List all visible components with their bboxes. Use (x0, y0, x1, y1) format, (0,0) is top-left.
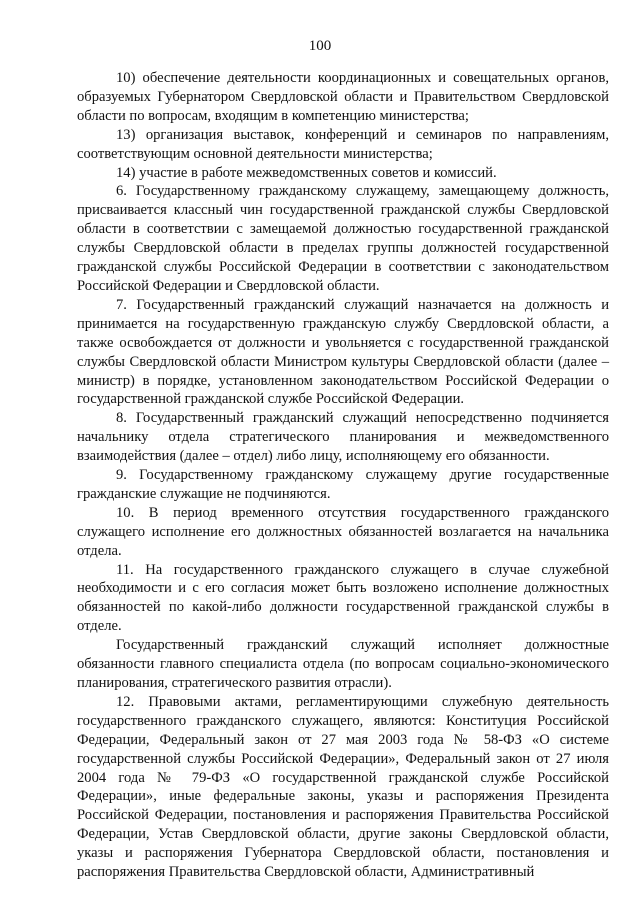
paragraph: 13) организация выставок, конференций и семинаров по направлениям, соответствующим основной деятельности министерства; (77, 126, 609, 162)
paragraph: 10) обеспечение деятельности координационных и совещательных органов, образуемых Губернатором Свердловской области и Правительством Свердловской области по вопросам, входящим в компетенцию министерства; (77, 70, 609, 124)
paragraph: 12. Правовыми актами, регламентирующими служебную деятельность государственного гражданского служащего, являются: Конституция Российской Федерации, Федеральный закон от 27 мая 2003 года № 58-ФЗ «О системе государственной службы Российской Федерации», Федеральный закон от 27 июля 2004 года № 79-ФЗ «О государственной гражданской службе Российской Федерации», иные федеральные законы, указы и распоряжения Президента Российской Федерации, постановления и распоряжения Правительства Российской Федерации, Устав Свердловской области, другие законы Свердловской области, указы и распоряжения Губернатора Свердловской области, постановления и распоряжения Правительства Свердловской области, Административный (77, 693, 609, 881)
paragraph: 6. Государственному гражданскому служащему, замещающему должность, присваивается классный чин государственной гражданской службы Свердловской области в соответствии с замещаемой должностью государственной гражданской службы Свердловской области в пределах группы должностей государственной гражданской службы Российской Федерации в соответствии с законодательством Российской Федерации и Свердловской области. (77, 183, 609, 294)
paragraph: 10. В период временного отсутствия государственного гражданского служащего исполнение его должностных обязанностей возлагается на начальника отдела. (77, 504, 609, 559)
page-number: 100 (308, 38, 332, 54)
paragraph: 7. Государственный гражданский служащий назначается на должность и принимается на государственную гражданскую службу Свердловской области, а также освобождается от должности и увольняется с государственной гражданской службы Свердловской области Министром культуры Свердловской области (далее – министр) в порядке, установленном законодательством Российской Федерации о государственной гражданской службе Российской Федерации. (77, 296, 609, 408)
paragraph: 8. Государственный гражданский служащий непосредственно подчиняется начальнику отдела стратегического планирования и межведомственного взаимодействия (далее – отдел) либо лицу, исполняющему его обязанности. (77, 410, 609, 465)
paragraph: 9. Государственному гражданскому служащему другие государственные гражданские служащие не подчиняются. (77, 467, 609, 502)
paragraph: 11. На государственного гражданского служащего в случае служебной необходимости и с его согласия может быть возложено исполнение должностных обязанностей по какой-либо должности государственной гражданской службы в отделе. (77, 561, 609, 635)
document-body (77, 69, 609, 882)
paragraph: Государственный гражданский служащий исполняет должностные обязанности главного специалиста отдела (по вопросам социально-экономического планирования, стратегического развития отрасли). (77, 637, 609, 691)
paragraph: 14) участие в работе межведомственных советов и комиссий. (116, 164, 497, 181)
